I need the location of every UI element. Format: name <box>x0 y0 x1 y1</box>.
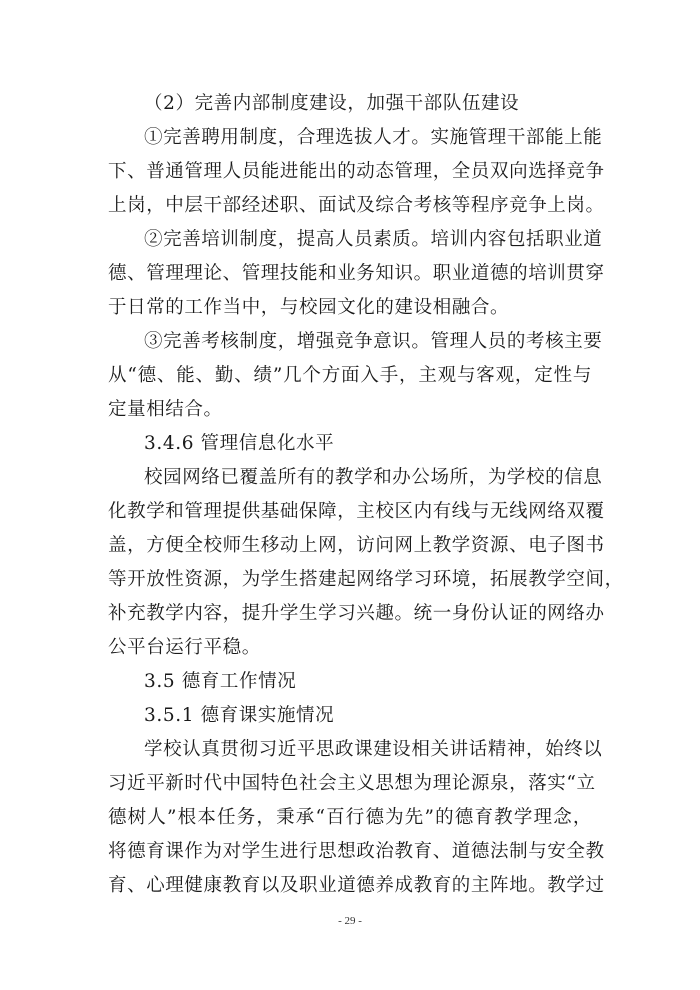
paragraph-line: 从“德、能、勤、绩”几个方面入手，主观与客观，定性与 <box>108 365 592 386</box>
paragraph-line: 公平台运行平稳。 <box>108 637 261 658</box>
paragraph-line: 德、管理理论、管理技能和业务知识。职业道德的培训贯穿 <box>108 263 605 284</box>
paragraph-line: 校园网络已覆盖所有的教学和办公场所，为学校的信息 <box>144 467 603 488</box>
paragraph-line: 学校认真贯彻习近平思政课建设相关讲话精神，始终以 <box>144 739 603 760</box>
paragraph-line: 盖，方便全校师生移动上网，访问网上教学资源、电子图书 <box>108 535 605 556</box>
paragraph-line: ①完善聘用制度，合理选拔人才。实施管理干部能上能 <box>144 127 603 148</box>
paragraph-line: 定量相结合。 <box>108 399 223 420</box>
paragraph-line: 德树人”根本任务，秉承“百行德为先”的德育教学理念， <box>108 807 592 828</box>
paragraph-line: 上岗，中层干部经述职、面试及综合考核等程序竞争上岗。 <box>108 195 605 216</box>
subsection-heading: （2）完善内部制度建设，加强干部队伍建设 <box>144 93 520 114</box>
paragraph-line: 习近平新时代中国特色社会主义思想为理论源泉，落实“立 <box>108 773 596 794</box>
section-heading: 3.4.6 管理信息化水平 <box>144 433 335 454</box>
page-number: - 29 - <box>338 915 362 927</box>
paragraph-line: 下、普通管理人员能进能出的动态管理，全员双向选择竞争 <box>108 161 605 182</box>
paragraph-line: 化教学和管理提供基础保障，主校区内有线与无线网络双覆 <box>108 501 605 522</box>
paragraph-line: 补充教学内容，提升学生学习兴趣。统一身份认证的网络办 <box>108 603 605 624</box>
section-heading: 3.5 德育工作情况 <box>144 671 297 692</box>
paragraph-line: 于日常的工作当中，与校园文化的建设相融合。 <box>108 297 510 318</box>
paragraph-line: 等开放性资源，为学生搭建起网络学习环境，拓展教学空间， <box>108 569 624 590</box>
section-heading: 3.5.1 德育课实施情况 <box>144 705 335 726</box>
paragraph-line: 将德育课作为对学生进行思想政治教育、道德法制与安全教 <box>108 841 605 862</box>
paragraph-line: ②完善培训制度，提高人员素质。培训内容包括职业道 <box>144 229 603 250</box>
paragraph-line: ③完善考核制度，增强竞争意识。管理人员的考核主要 <box>144 331 603 352</box>
paragraph-line: 育、心理健康教育以及职业道德养成教育的主阵地。教学过 <box>108 875 605 896</box>
